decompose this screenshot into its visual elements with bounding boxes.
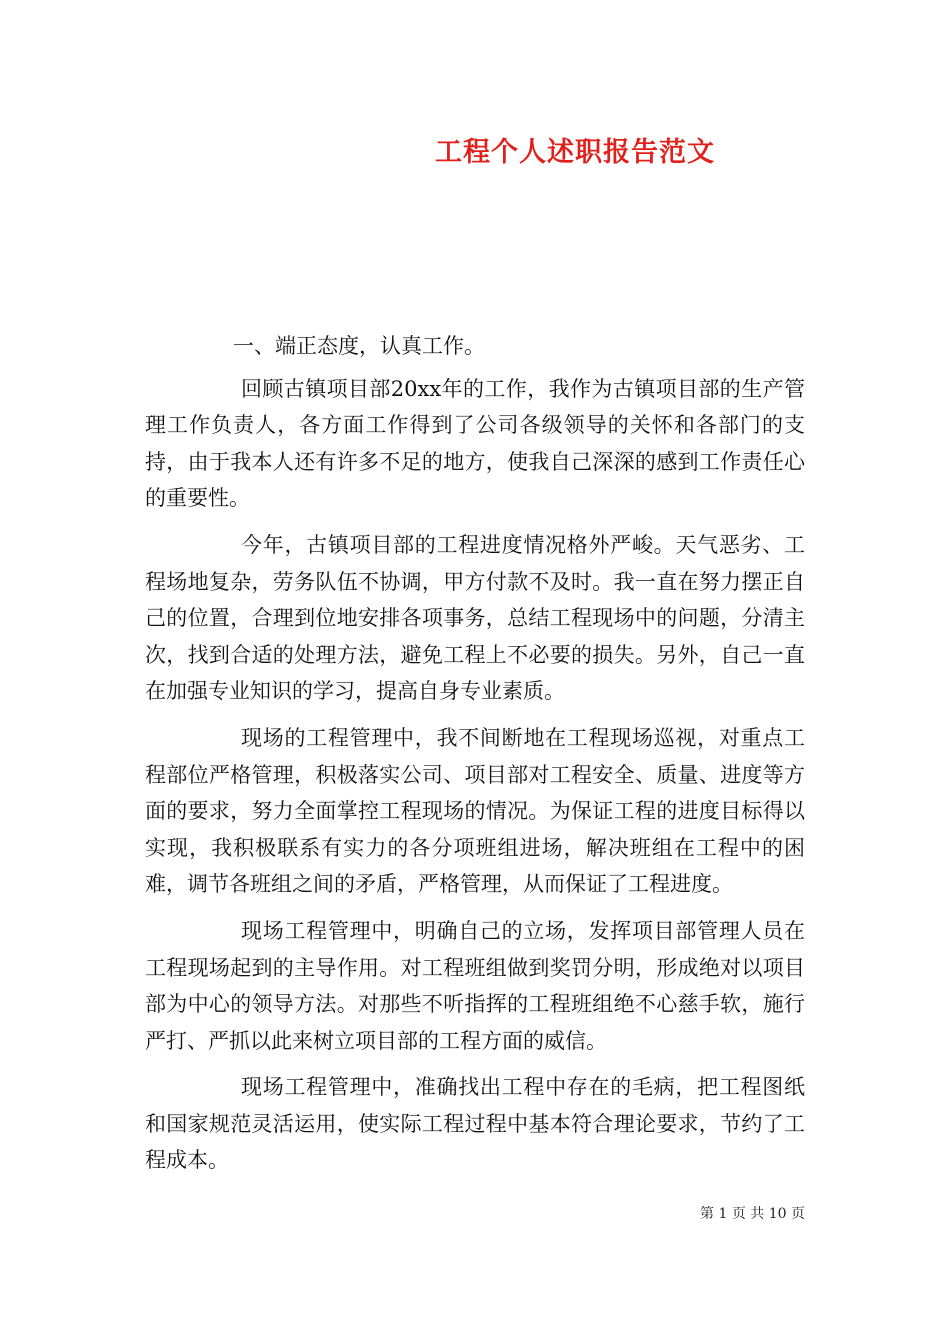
paragraph-2: 今年，古镇项目部的工程进度情况格外严峻。天气恶劣、工程场地复杂，劳务队伍不协调，甲方付款不及时。我一直在努力摆正自己的位置，合理到位地安排各项事务，总结工程现场中的问题，分清主次，找到合适的处理方法，避免工程上不必要的损失。另外，自己一直在加强专业知识的学习，提高自身专业素质。 xyxy=(145,532,805,704)
document-body xyxy=(145,328,805,1189)
paragraph-4: 现场工程管理中，明确自己的立场，发挥项目部管理人员在工程现场起到的主导作用。对工程班组做到奖罚分明，形成绝对以项目部为中心的领导方法。对那些不听指挥的工程班组绝不心慈手软，施行严打、严抓以此来树立项目部的工程方面的威信。 xyxy=(145,918,805,1053)
paragraph-1: 回顾古镇项目部20xx年的工作，我作为古镇项目部的生产管理工作负责人，各方面工作得到了公司各级领导的关怀和各部门的支持，由于我本人还有许多不足的地方，使我自己深深的感到工作责任心的重要性。 xyxy=(145,376,805,511)
section-heading: 一、端正态度，认真工作。 xyxy=(233,334,485,358)
document-title: 工程个人述职报告范文 xyxy=(435,137,715,168)
paragraph-5: 现场工程管理中，准确找出工程中存在的毛病，把工程图纸和国家规范灵活运用，使实际工程过程中基本符合理论要求，节约了工程成本。 xyxy=(145,1075,805,1173)
page-number-footer: 第 1 页 共 10 页 xyxy=(700,1206,805,1222)
paragraph-3: 现场的工程管理中，我不间断地在工程现场巡视，对重点工程部位严格管理，积极落实公司、项目部对工程安全、质量、进度等方面的要求，努力全面掌控工程现场的情况。为保证工程的进度目标得以实现，我积极联系有实力的各分项班组进场，解决班组在工程中的困难，调节各班组之间的矛盾，严格管理，从而保证了工程进度。 xyxy=(145,725,805,897)
